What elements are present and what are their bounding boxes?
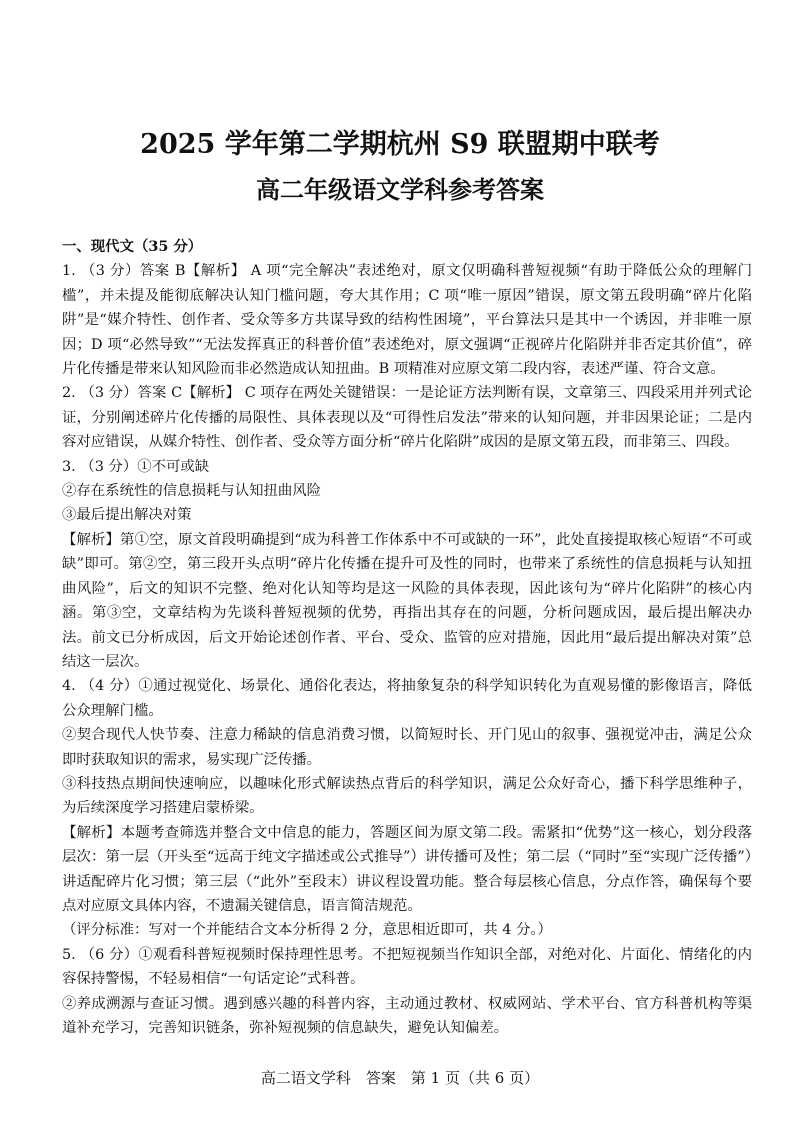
page-footer: 高二语文学科 答案 第 1 页（共 6 页）: [260, 1069, 540, 1087]
answer-4-analysis: 【解析】本题考查筛选并整合文中信息的能力，答题区间为原文第二段。需紧扣“优势”这一核心，划分段落层次：第一层（开头至“远高于纯文字描述或公式推导”）讲传播可及性；第二层（“同时”至“实现广泛传播”）讲适配碎片化习惯；第三层（“此外”至段末）讲议程设置功能。整合每层核心信息，分点作答，确保每个要点对应原文具体内容，不遗漏关键信息，语言简洁规范。: [62, 824, 752, 914]
answer-content: [62, 235, 752, 1040]
section-heading: 一、现代文（35 分）: [62, 238, 203, 255]
answer-1: 1. （3 分）答案 B【解析】 A 项“完全解决”表述绝对，原文仅明确科普短视频“有助于降低公众的理解门槛”，并未提及能彻底解决认知门槛问题，夸大其作用；C 项“唯一原因”错误，原文第五段明确“碎片化陷阱”是“媒介特性、创作者、受众等多方共谋导致的结构性困境”，平台算法只是其中一个诱因，并非唯一原因；D 项“必然导致”“无法发挥真正的科普价值”表述绝对，原文强调“正视碎片化陷阱并非否定其价值”，碎片化传播是带来认知风险而非必然造成认知扭曲。B 项精准对应原文第二段内容，表述严谨、符合文意。: [62, 263, 752, 378]
answer-4-point-3: ③科技热点期间快速响应，以趣味化形式解读热点背后的科学知识，满足公众好奇心，播下科学思维种子，为后续深度学习搭建启蒙桥梁。: [62, 775, 752, 817]
answer-3: 3. （3 分）①不可或缺: [62, 458, 210, 475]
answer-5: 5. （6 分）①观看科普短视频时保持理性思考。不把短视频当作知识全部，对绝对化、片面化、情绪化的内容保持警惕，不轻易相信“一句话定论”式科普。: [62, 946, 752, 988]
answer-3-analysis: 【解析】第①空，原文首段明确提到“成为科普工作体系中不可或缺的一环”，此处直接提取核心短语“不可或缺”即可。第②空，第三段开头点明“碎片化传播在提升可及性的同时，也带来了系统性的信息损耗与认知扭曲风险”，后文的知识不完整、绝对化认知等均是这一风险的具体表现，因此该句为“碎片化陷阱”的核心内涵。第③空，文章结构为先谈科普短视频的优势，再指出其存在的问题，分析问题成因，最后提出解决办法。前文已分析成因，后文开始论述创作者、平台、受众、监管的应对措施，因此用“最后提出解决对策”总结这一层次。: [62, 531, 752, 670]
answer-5-point-2: ②养成溯源与查证习惯。遇到感兴趣的科普内容，主动通过教材、权威网站、学术平台、官方科普机构等渠道补充学习，完善知识链条，弥补短视频的信息缺失，避免认知偏差。: [62, 995, 752, 1036]
answer-4-scoring: （评分标准：写对一个并能结合文本分析得 2 分，意思相近即可，共 4 分。）: [62, 922, 552, 939]
answer-3-point-3: ③最后提出解决对策: [62, 507, 192, 524]
answer-4: 4. （4 分）①通过视觉化、场景化、通俗化表达，将抽象复杂的科学知识转化为直观易懂的影像语言，降低公众理解门槛。: [62, 678, 752, 719]
document-title: 2025 学年第二学期杭州 S9 联盟期中联考: [140, 129, 660, 160]
document-subtitle: 高二年级语文学科参考答案: [256, 175, 544, 204]
answer-3-point-2: ②存在系统性的信息损耗与认知扭曲风险: [62, 483, 322, 500]
answer-4-point-2: ②契合现代人快节奏、注意力稀缺的信息消费习惯，以简短时长、开门见山的叙事、强视觉冲击，满足公众即时获取知识的需求，易实现广泛传播。: [62, 727, 752, 768]
answer-2: 2. （3 分）答案 C【解析】 C 项存在两处关键错误：一是论证方法判断有误，文章第三、四段采用并列式论证，分别阐述碎片化传播的局限性、具体表现以及“可得性启发法”带来的认知问题，并非因果论证；二是内容对应错误，从媒介特性、创作者、受众等方面分析“碎片化陷阱”成因的是原文第五段，而非第三、四段。: [62, 385, 752, 451]
